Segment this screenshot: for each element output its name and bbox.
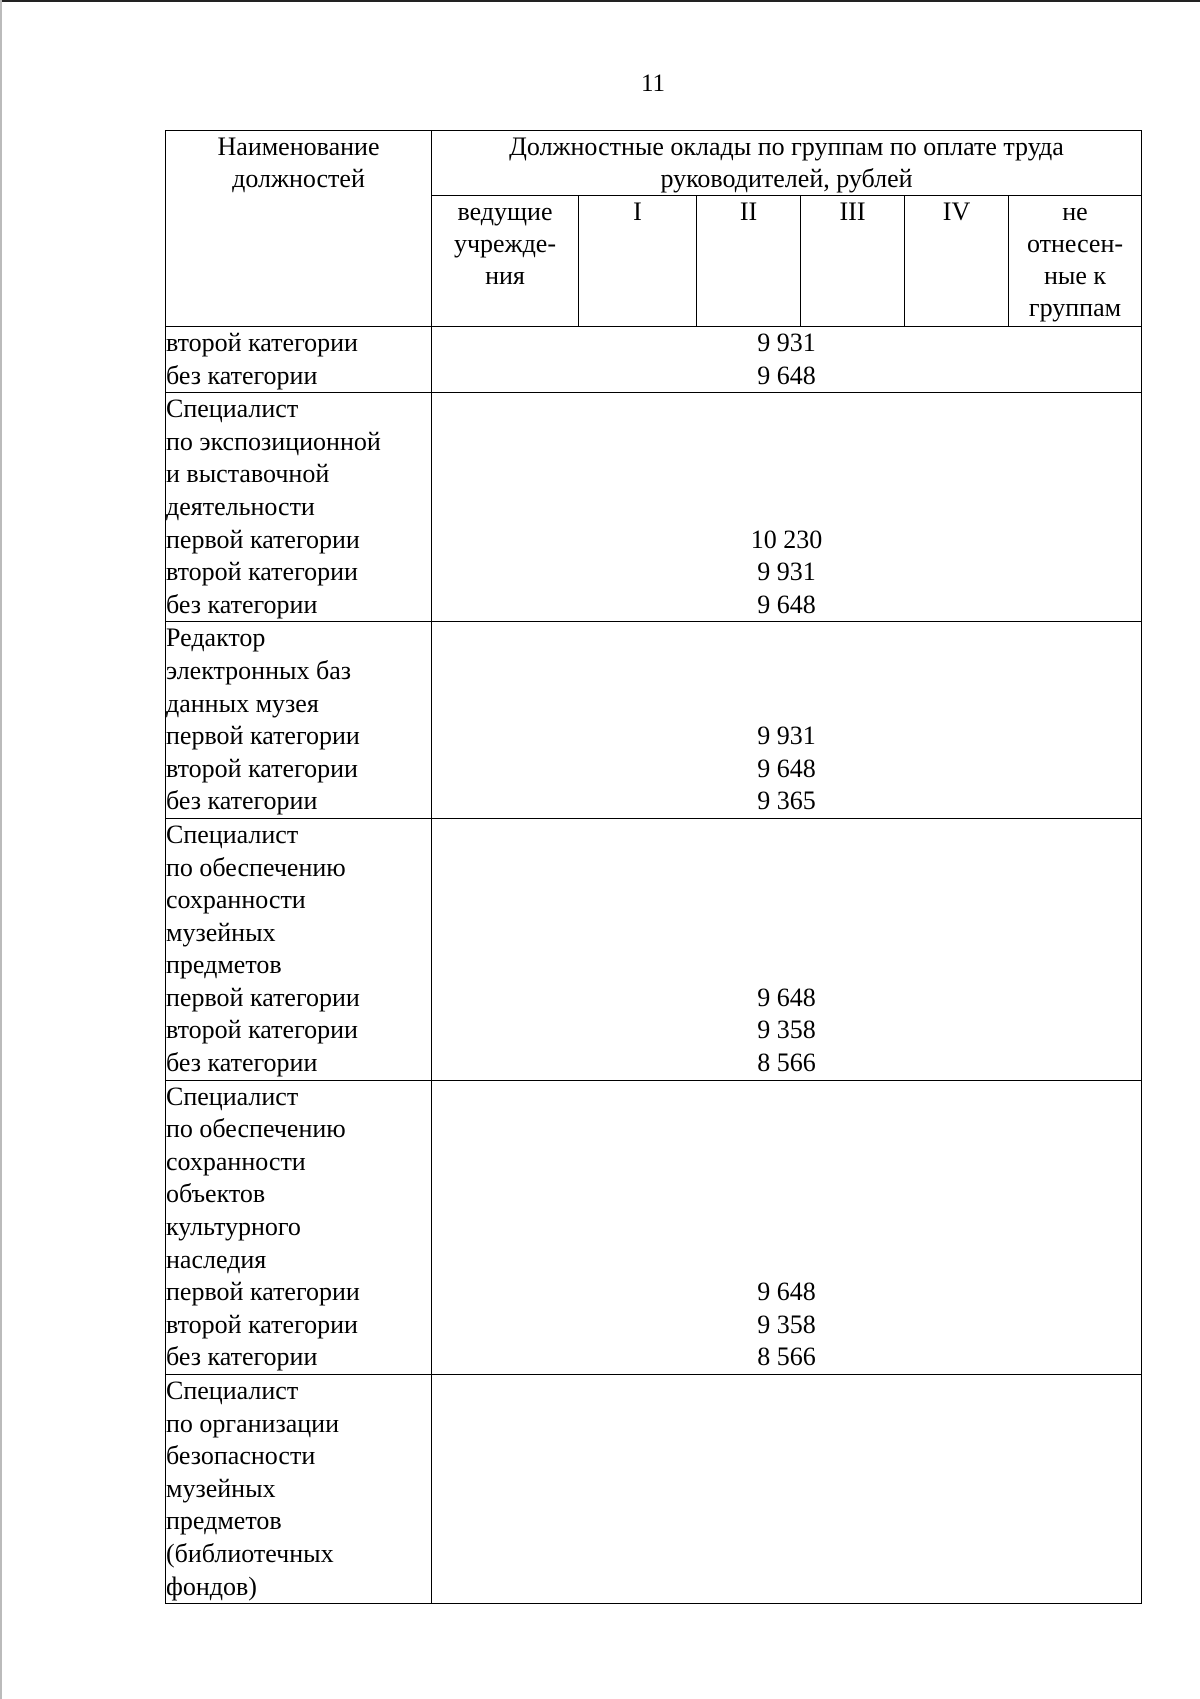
- salary-value: 9 648: [757, 360, 816, 390]
- position-line: второй категории: [166, 1309, 358, 1339]
- salary-value: [432, 1113, 1141, 1146]
- subcol-group-1: [579, 196, 697, 327]
- position-name-cell: [166, 327, 432, 393]
- subheader-line: IV: [942, 197, 971, 226]
- position-line: электронных баз: [166, 655, 352, 685]
- header-line: Наименование: [217, 132, 380, 161]
- position-line: фондов): [166, 1571, 257, 1601]
- salary-value: [432, 949, 1141, 982]
- salary-value: [432, 1178, 1141, 1211]
- header-line: должностей: [232, 164, 365, 193]
- salary-value-cell: [432, 818, 1142, 1080]
- position-name-cell: [166, 1080, 432, 1374]
- salary-value: [432, 884, 1141, 917]
- salary-value-cell: [432, 622, 1142, 819]
- page-number: 11: [640, 70, 666, 97]
- salary-value-cell: [432, 1080, 1142, 1374]
- position-line: Специалист: [166, 819, 299, 849]
- subheader-line: не: [1062, 197, 1088, 226]
- page-left-edge: [0, 0, 2, 1699]
- subheader-line: учрежде-: [453, 229, 556, 258]
- salary-value: [432, 1146, 1141, 1179]
- salary-value: [432, 852, 1141, 885]
- position-line: первой категории: [166, 721, 360, 751]
- table-row: [166, 327, 1142, 393]
- position-name-cell: [166, 818, 432, 1080]
- position-line: первой категории: [166, 1277, 360, 1307]
- position-line: объектов: [166, 1179, 266, 1209]
- position-name-cell: [166, 1375, 432, 1604]
- position-line: данных музея: [166, 688, 319, 718]
- header-line: руководителей, рублей: [660, 164, 913, 193]
- position-line: (библиотечных: [166, 1538, 334, 1568]
- salary-value: [432, 1211, 1141, 1244]
- header-line: Должностные оклады по группам по оплате труда: [509, 132, 1064, 161]
- position-line: второй категории: [166, 557, 358, 587]
- position-name-cell: [166, 393, 432, 622]
- salary-value: 9 358: [757, 1015, 816, 1045]
- table-row: [166, 818, 1142, 1080]
- subcol-not-assigned: [1009, 196, 1142, 327]
- position-line: наследия: [166, 1244, 267, 1274]
- position-name-cell: [166, 622, 432, 819]
- salary-value: 9 931: [757, 721, 816, 751]
- salary-value: 9 365: [757, 786, 816, 816]
- subcol-group-3: [801, 196, 905, 327]
- subcol-leading-institutions: [432, 196, 579, 327]
- page-top-edge: [0, 0, 1200, 2]
- position-line: деятельности: [166, 491, 315, 521]
- salary-value: [432, 688, 1141, 721]
- table-header-row: [166, 131, 1142, 196]
- salary-value: [432, 426, 1141, 459]
- salary-value: 9 931: [757, 557, 816, 587]
- salary-value: 9 358: [757, 1309, 816, 1339]
- position-column-header: [166, 131, 432, 327]
- salary-value: 9 648: [757, 1277, 816, 1307]
- position-line: и выставочной: [166, 459, 330, 489]
- table-row: [166, 393, 1142, 622]
- salary-value: [432, 917, 1141, 950]
- subcol-group-4: [905, 196, 1009, 327]
- position-line: по обеспечению: [166, 852, 346, 882]
- salary-value: [432, 1244, 1141, 1277]
- subheader-line: ведущие: [457, 197, 553, 226]
- salary-value: 8 566: [757, 1342, 816, 1372]
- position-line: второй категории: [166, 753, 358, 783]
- position-line: музейных: [166, 917, 276, 947]
- subheader-line: группам: [1028, 293, 1122, 322]
- salary-value-cell: [432, 327, 1142, 393]
- subheader-line: I: [633, 197, 642, 226]
- subcol-group-2: [697, 196, 801, 327]
- position-line: второй категории: [166, 328, 358, 357]
- subheader-line: III: [839, 197, 866, 226]
- position-line: музейных: [166, 1473, 276, 1503]
- subheader-line: отнесен-: [1026, 229, 1124, 258]
- table-row: [166, 622, 1142, 819]
- salary-value: [432, 491, 1141, 524]
- salary-value: [432, 1081, 1141, 1114]
- salary-value-cell: [432, 393, 1142, 622]
- salary-value: [432, 819, 1141, 852]
- position-line: без категории: [166, 1342, 318, 1372]
- salary-table: [165, 130, 1142, 1604]
- position-line: предметов: [166, 950, 282, 980]
- salary-value: 9 648: [757, 589, 816, 619]
- position-line: безопасности: [166, 1441, 316, 1471]
- position-line: Специалист: [166, 394, 299, 424]
- position-line: по обеспечению: [166, 1114, 346, 1144]
- position-line: культурного: [166, 1212, 301, 1242]
- position-line: по экспозиционной: [166, 426, 381, 456]
- position-line: Редактор: [166, 623, 266, 653]
- position-line: Специалист: [166, 1376, 299, 1405]
- position-line: по организации: [166, 1408, 339, 1438]
- position-line: без категории: [166, 786, 318, 816]
- salary-value: [432, 655, 1141, 688]
- position-line: сохранности: [166, 885, 306, 915]
- salary-value: 8 566: [757, 1048, 816, 1078]
- subheader-line: ные к: [1043, 261, 1107, 290]
- salary-value: [432, 393, 1141, 426]
- salary-value: 9 931: [757, 328, 816, 357]
- position-line: сохранности: [166, 1146, 306, 1176]
- salary-value: [432, 622, 1141, 655]
- table-row: [166, 1080, 1142, 1374]
- salary-value: 10 230: [750, 524, 823, 554]
- salary-value: 9 648: [757, 753, 816, 783]
- subheader-line: II: [739, 197, 758, 226]
- position-line: без категории: [166, 360, 318, 390]
- position-line: без категории: [166, 1048, 318, 1078]
- salary-value: [432, 458, 1141, 491]
- position-line: без категории: [166, 589, 318, 619]
- position-line: первой категории: [166, 524, 360, 554]
- table-row: [166, 1375, 1142, 1604]
- subheader-line: ния: [485, 261, 525, 290]
- position-line: предметов: [166, 1506, 282, 1536]
- position-line: первой категории: [166, 982, 360, 1012]
- salary-value-cell: [432, 1375, 1142, 1604]
- salary-groups-header: [432, 131, 1142, 196]
- position-line: Специалист: [166, 1081, 299, 1111]
- position-line: второй категории: [166, 1015, 358, 1045]
- salary-value: 9 648: [757, 982, 816, 1012]
